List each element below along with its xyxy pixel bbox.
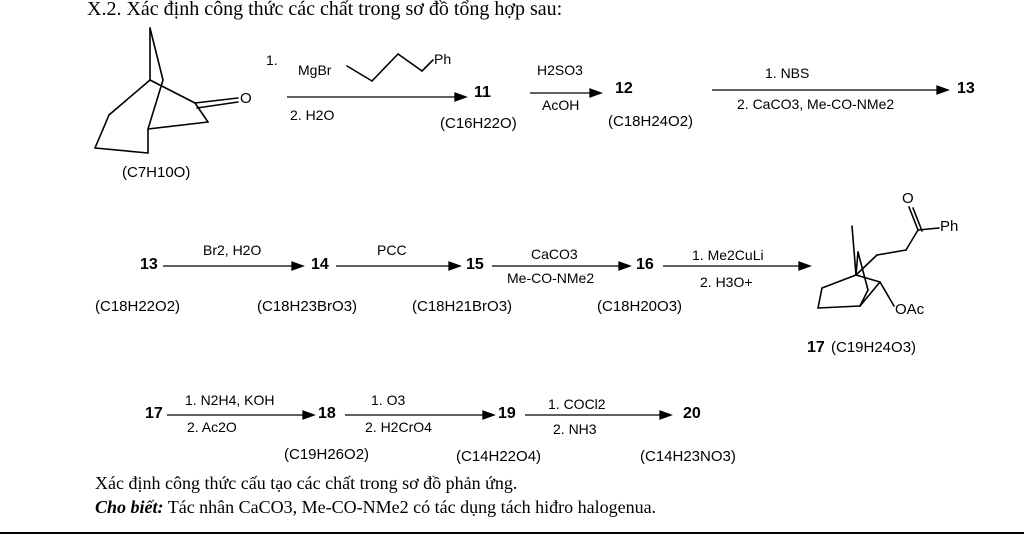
arrow-7 — [663, 262, 810, 270]
arrow-10 — [525, 411, 671, 419]
reagent-15: PCC — [377, 242, 407, 258]
bottom-rule — [0, 532, 1024, 534]
arrow-2 — [530, 89, 601, 97]
exercise-title-text: X.2. Xác định công thức các chất trong sơ đồ tổng hợp sau: — [87, 0, 563, 20]
reagent-13-top: 1. NBS — [765, 65, 810, 81]
step1b-reagent: 2. H2O — [290, 107, 335, 123]
compound-15-formula: (C18H21BrO3) — [412, 298, 513, 315]
reagent-16-top: CaCO3 — [531, 246, 578, 262]
compound-13-b: 13 — [140, 256, 158, 273]
compound-14-formula: (C18H23BrO3) — [257, 298, 358, 315]
arrow-1 — [287, 93, 466, 101]
compound-17-formula: (C19H24O3) — [831, 339, 917, 356]
arrow-3 — [712, 86, 948, 94]
compound-18: 18 — [318, 405, 336, 422]
compound-11-formula: (C16H22O) — [440, 115, 517, 132]
compound-17-b: 17 — [145, 405, 163, 422]
start-formula: (C7H10O) — [122, 164, 191, 181]
norcamphor-structure — [95, 28, 238, 153]
reagent-20-bottom: 2. NH3 — [553, 421, 597, 437]
reagent-19-top: 1. O3 — [371, 392, 406, 408]
reagent-16-bottom: Me-CO-NMe2 — [507, 270, 595, 286]
arrow-5 — [336, 262, 460, 270]
grignard-ph: Ph — [434, 51, 452, 67]
reagent-13-bottom: 2. CaCO3, Me-CO-NMe2 — [737, 96, 895, 112]
compound-19: 19 — [498, 405, 516, 422]
compound-12-formula: (C18H24O2) — [608, 113, 694, 130]
note-label: Cho biết: — [95, 497, 164, 517]
compound-19-formula: (C14H22O4) — [456, 448, 542, 465]
instruction-line: Xác định công thức cấu tạo các chất trong sơ đồ phản ứng. — [95, 473, 518, 493]
arrow-8 — [167, 411, 314, 419]
product-17-structure — [818, 207, 939, 308]
compound-16-formula: (C18H20O3) — [597, 298, 683, 315]
reagent-18-bottom: 2. Ac2O — [187, 419, 237, 435]
reagent-20-top: 1. COCl2 — [548, 396, 606, 412]
start-carbonyl-o: O — [240, 90, 252, 107]
arrow-4 — [163, 262, 303, 270]
reagent-19-bottom: 2. H2CrO4 — [365, 419, 432, 435]
reagent-12-bottom: AcOH — [542, 97, 580, 113]
compound-17: 17 — [807, 339, 825, 356]
arrow-9 — [345, 411, 494, 419]
exercise-title — [87, 0, 562, 21]
compound-14: 14 — [311, 256, 329, 273]
reagent-18-top: 1. N2H4, KOH — [185, 392, 275, 408]
compound-18-formula: (C19H26O2) — [284, 446, 370, 463]
compound-20-formula: (C14H23NO3) — [640, 448, 736, 465]
grignard-chain — [347, 54, 433, 81]
compound-20: 20 — [683, 405, 701, 422]
product-17-acetate: OAc — [895, 301, 925, 318]
note-text: Tác nhân CaCO3, Me-CO-NMe2 có tác dụng tách hiđro halogenua. — [167, 497, 657, 517]
compound-12: 12 — [615, 80, 633, 97]
reagent-14: Br2, H2O — [203, 242, 262, 258]
reagent-12-top: H2SO3 — [537, 62, 583, 78]
reagent-17-top: 1. Me2CuLi — [692, 247, 764, 263]
product-17-oxygen: O — [902, 190, 914, 207]
compound-15: 15 — [466, 256, 484, 273]
step1-number: 1. — [266, 52, 278, 68]
compound-13-formula: (C18H22O2) — [95, 298, 181, 315]
note-line — [95, 497, 656, 518]
compound-16: 16 — [636, 256, 654, 273]
product-17-phenyl: Ph — [940, 218, 959, 235]
arrow-6 — [492, 262, 630, 270]
grignard-label: MgBr — [298, 62, 332, 78]
reagent-17-bottom: 2. H3O+ — [700, 274, 753, 290]
compound-13: 13 — [957, 80, 975, 97]
compound-11: 11 — [474, 84, 491, 101]
